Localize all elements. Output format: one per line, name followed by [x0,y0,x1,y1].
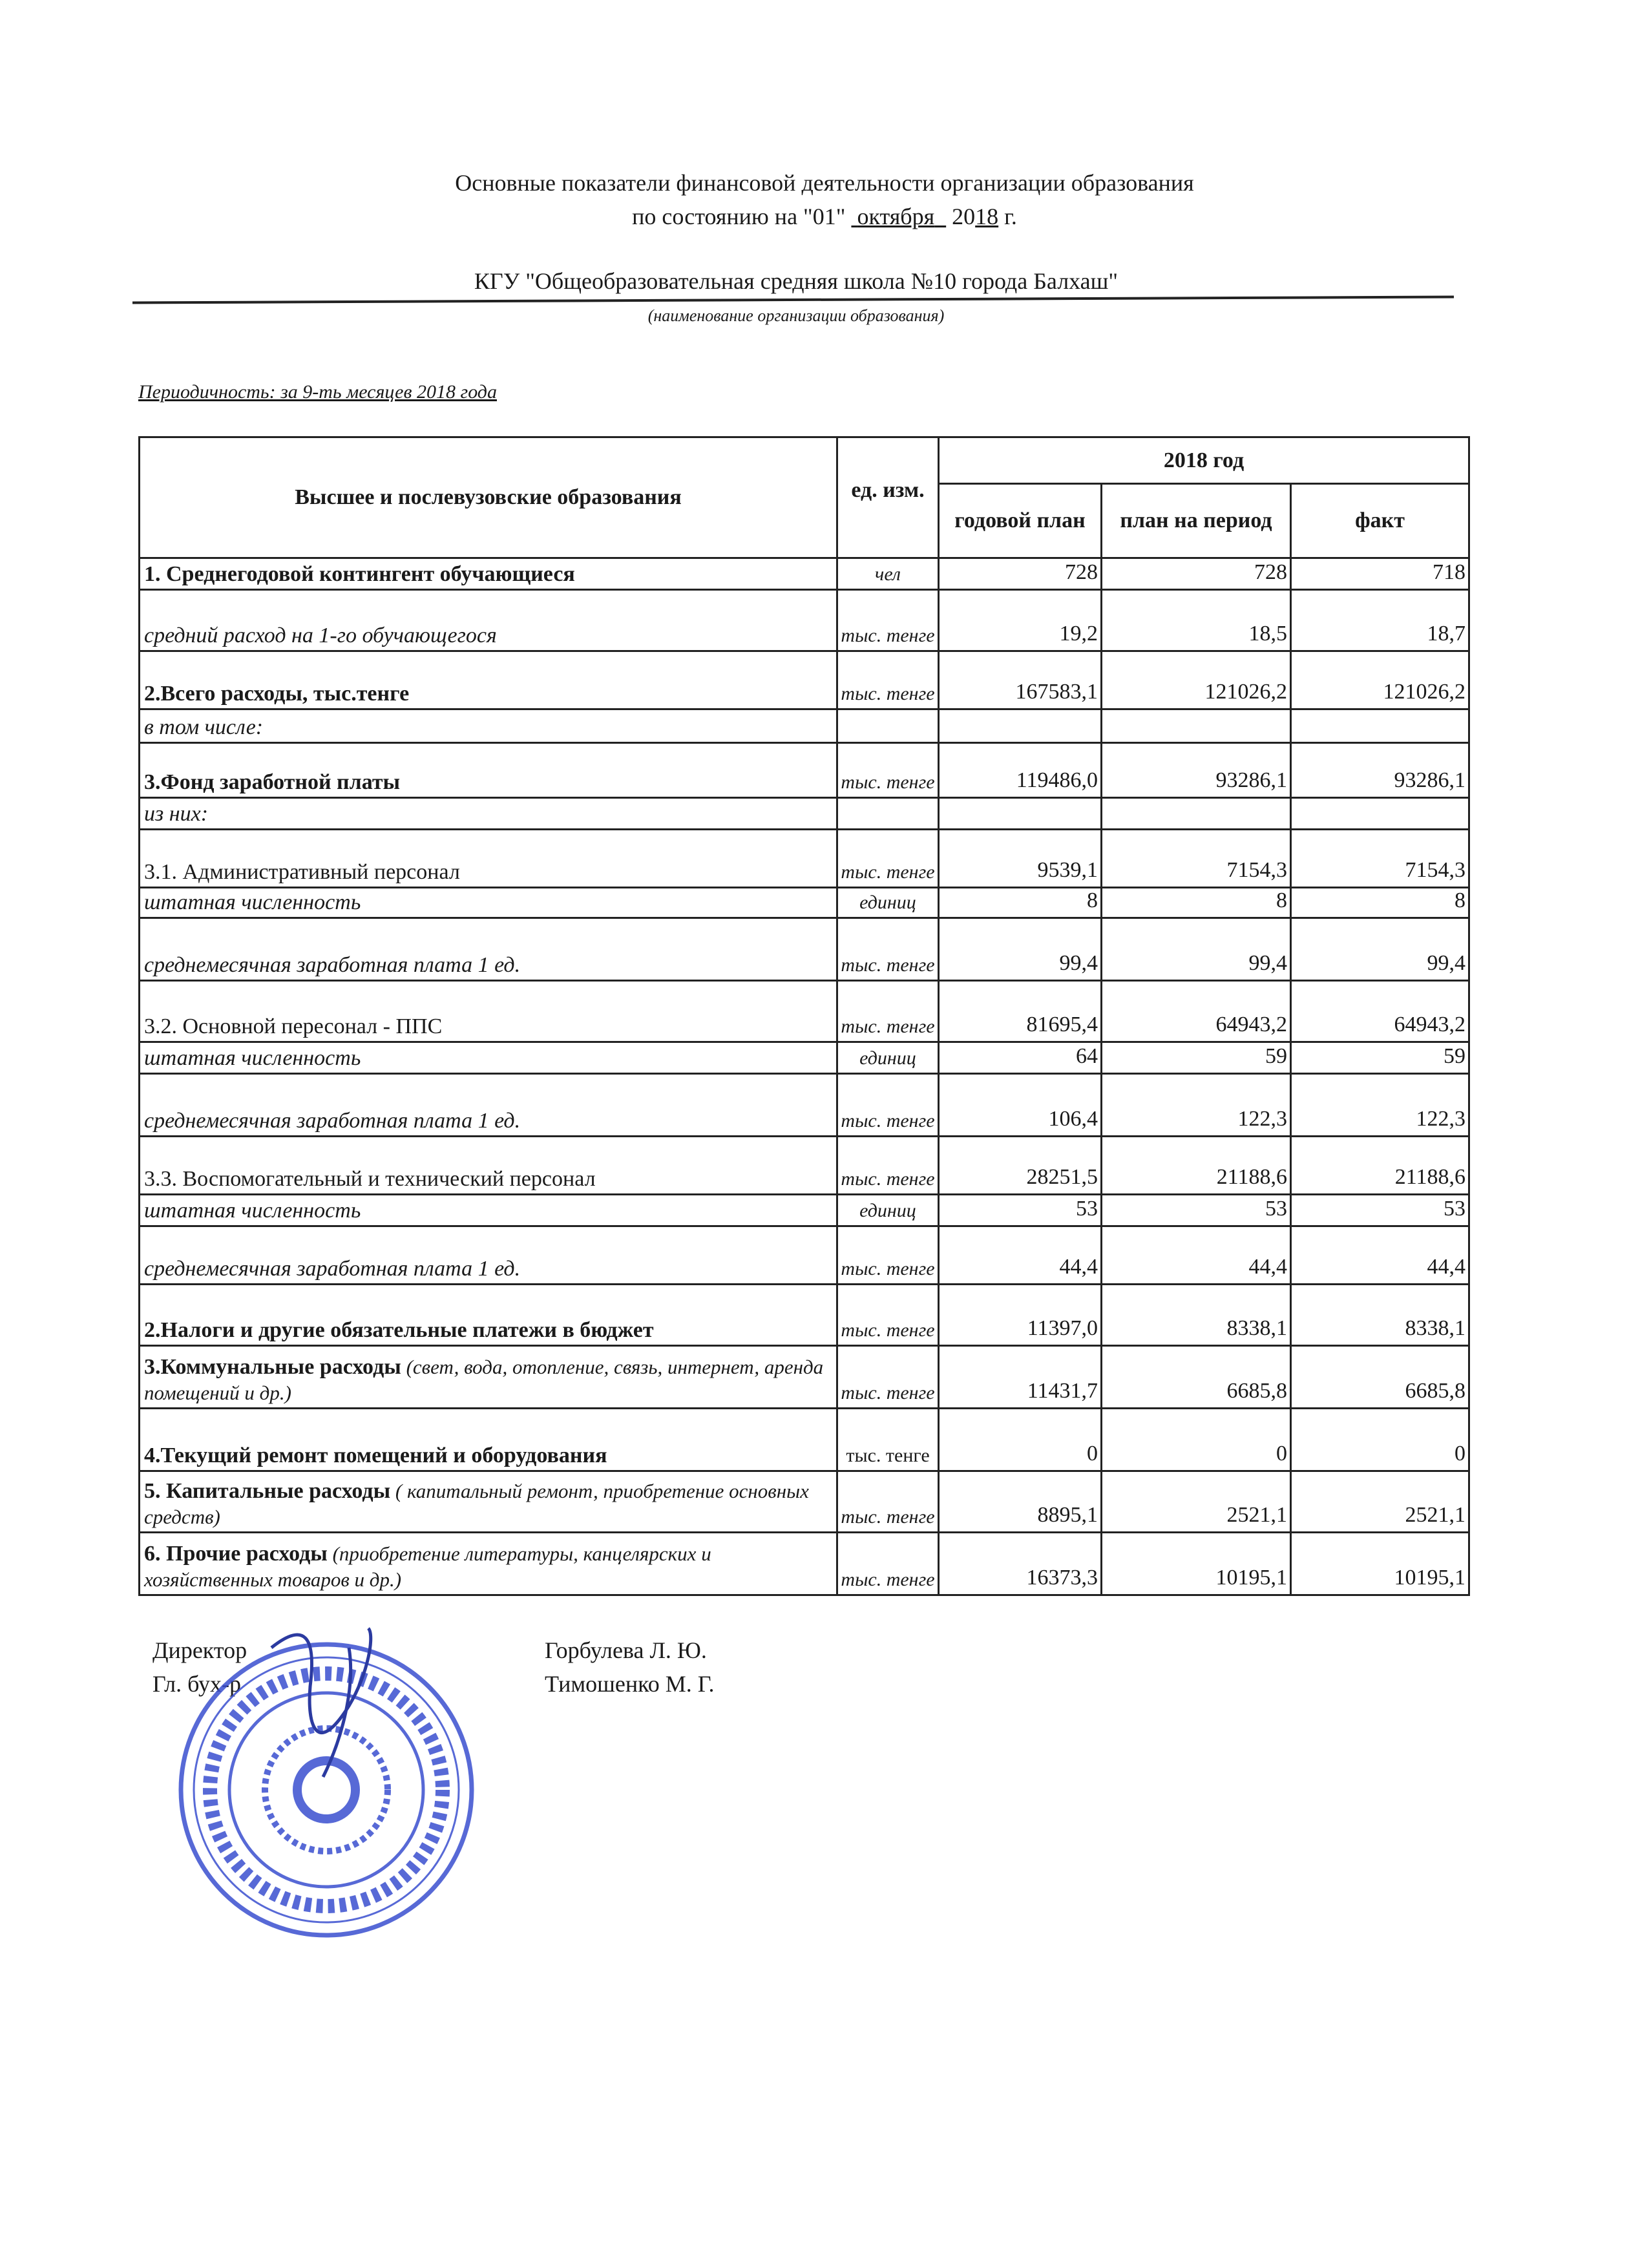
table-row [140,1409,1469,1471]
row-label: 3.Фонд заработной платы [140,743,837,798]
row-description: ( капитальный ремонт, приобретение основных средств) [144,1480,809,1528]
table-row [140,1533,1469,1595]
fact-value: 122,3 [1291,1074,1469,1137]
col-header-annual-plan: годовой план [939,484,1102,558]
row-label: 3.2. Основной пересонал - ППС [140,981,837,1042]
row-label: 5. Капитальные расходы ( капитальный ремонт, приобретение основных средств) [140,1471,837,1533]
annual-plan-value: 16373,3 [939,1533,1102,1595]
organization-caption: (наименование организации образования) [647,306,945,325]
period-plan-value [1102,709,1291,743]
table-row [140,1346,1469,1409]
row-unit: тыс. тенге [837,1346,939,1409]
table-row [140,743,1469,798]
row-unit: тыс. тенге [837,1471,939,1533]
annual-plan-value: 167583,1 [939,651,1102,709]
table-row [140,1226,1469,1285]
col-header-period-plan: план на период [1102,484,1291,558]
col-header-year: 2018 год [939,437,1469,484]
fact-value: 7154,3 [1291,830,1469,888]
period-plan-value: 728 [1102,558,1291,590]
fact-value: 2521,1 [1291,1471,1469,1533]
date-month: октября [857,204,935,229]
row-label: из них: [140,798,837,830]
period-plan-value: 7154,3 [1102,830,1291,888]
row-unit: единиц [837,1042,939,1074]
row-unit: чел [837,558,939,590]
annual-plan-value: 19,2 [939,590,1102,651]
annual-plan-value: 99,4 [939,918,1102,981]
official-stamp [155,1609,491,1945]
fact-value: 8 [1291,888,1469,918]
row-unit: тыс. тенге [837,651,939,709]
annual-plan-value: 8895,1 [939,1471,1102,1533]
col-header-fact: факт [1291,484,1469,558]
document-date-line [0,200,1649,233]
annual-plan-value: 119486,0 [939,743,1102,798]
fact-value: 64943,2 [1291,981,1469,1042]
period-plan-value: 99,4 [1102,918,1291,981]
fact-value: 0 [1291,1409,1469,1471]
table-row [140,651,1469,709]
row-unit: тыс. тенге [837,1285,939,1346]
period-plan-value: 2521,1 [1102,1471,1291,1533]
row-label: среднемесячная заработная плата 1 ед. [140,1226,837,1285]
row-unit: единиц [837,888,939,918]
annual-plan-value: 28251,5 [939,1137,1102,1195]
table-row [140,798,1469,830]
organization-underline [132,296,1454,304]
fact-value: 99,4 [1291,918,1469,981]
period-plan-value: 64943,2 [1102,981,1291,1042]
annual-plan-value: 106,4 [939,1074,1102,1137]
annual-plan-value: 44,4 [939,1226,1102,1285]
fact-value: 18,7 [1291,590,1469,651]
fact-value: 6685,8 [1291,1346,1469,1409]
annual-plan-value: 11397,0 [939,1285,1102,1346]
row-label: 3.Коммунальные расходы (свет, вода, отопление, связь, интернет, аренда помещений и др.) [140,1346,837,1409]
period-plan-value: 122,3 [1102,1074,1291,1137]
table-row [140,1285,1469,1346]
row-description: (приобретение литературы, канцелярских и хозяйственных товаров и др.) [144,1542,711,1591]
row-unit [837,798,939,830]
col-header-unit: ед. изм. [837,437,939,558]
row-label: штатная численность [140,1042,837,1074]
table-row [140,830,1469,888]
period-plan-value: 10195,1 [1102,1533,1291,1595]
row-unit: тыс. тенге [837,981,939,1042]
period-plan-value: 21188,6 [1102,1137,1291,1195]
row-label: штатная численность [140,1195,837,1226]
table-row [140,558,1469,590]
annual-plan-value [939,709,1102,743]
row-unit: тыс. тенге [837,1409,939,1471]
annual-plan-value: 53 [939,1195,1102,1226]
fact-value: 44,4 [1291,1226,1469,1285]
period-plan-value: 0 [1102,1409,1291,1471]
row-unit: тыс. тенге [837,1074,939,1137]
row-label: среднемесячная заработная плата 1 ед. [140,1074,837,1137]
row-description: (свет, вода, отопление, связь, интернет, аренда помещений и др.) [144,1356,824,1404]
row-unit: единиц [837,1195,939,1226]
organization-name: КГУ "Общеобразовательная средняя школа №10 города Балхаш" [474,268,1119,294]
period-plan-value: 8338,1 [1102,1285,1291,1346]
period-plan-value [1102,798,1291,830]
period-plan-value: 44,4 [1102,1226,1291,1285]
row-label: 3.3. Воспомогательный и технический персонал [140,1137,837,1195]
annual-plan-value: 64 [939,1042,1102,1074]
period-plan-value: 93286,1 [1102,743,1291,798]
director-title: Директор [152,1637,247,1663]
row-unit: тыс. тенге [837,1137,939,1195]
fact-value: 53 [1291,1195,1469,1226]
row-unit: тыс. тенге [837,1533,939,1595]
fact-value: 121026,2 [1291,651,1469,709]
accountant-title: Гл. бух-р [152,1671,242,1697]
financial-indicators-table [138,436,1470,1596]
row-label: средний расход на 1-го обучающегося [140,590,837,651]
fact-value: 718 [1291,558,1469,590]
period-plan-value: 121026,2 [1102,651,1291,709]
fact-value: 93286,1 [1291,743,1469,798]
row-label: штатная численность [140,888,837,918]
date-year: 2018 [952,204,999,229]
table-row [140,1042,1469,1074]
period-plan-value: 18,5 [1102,590,1291,651]
table-row [140,709,1469,743]
fact-value: 8338,1 [1291,1285,1469,1346]
director-name: Горбулева Л. Ю. [545,1637,707,1663]
row-unit: тыс. тенге [837,743,939,798]
row-unit: тыс. тенге [837,830,939,888]
fact-value [1291,709,1469,743]
fact-value: 21188,6 [1291,1137,1469,1195]
period-plan-value: 6685,8 [1102,1346,1291,1409]
annual-plan-value [939,798,1102,830]
period-plan-value: 8 [1102,888,1291,918]
row-label: 6. Прочие расходы (приобретение литературы, канцелярских и хозяйственных товаров и др.) [140,1533,837,1595]
table-row [140,888,1469,918]
table-row [140,1195,1469,1226]
accountant-name: Тимошенко М. Г. [545,1671,715,1697]
annual-plan-value: 8 [939,888,1102,918]
row-unit [837,709,939,743]
row-label: 2.Всего расходы, тыс.тенге [140,651,837,709]
table-row [140,981,1469,1042]
annual-plan-value: 81695,4 [939,981,1102,1042]
table-row [140,1471,1469,1533]
date-year-end: г. [1004,204,1017,229]
annual-plan-value: 11431,7 [939,1346,1102,1409]
row-unit: тыс. тенге [837,1226,939,1285]
period-plan-value: 53 [1102,1195,1291,1226]
annual-plan-value: 9539,1 [939,830,1102,888]
fact-value: 59 [1291,1042,1469,1074]
row-label: 3.1. Административный персонал [140,830,837,888]
annual-plan-value: 728 [939,558,1102,590]
row-label: среднемесячная заработная плата 1 ед. [140,918,837,981]
table-row [140,1137,1469,1195]
row-label: 4.Текущий ремонт помещений и оборудования [140,1409,837,1471]
row-label: 2.Налоги и другие обязательные платежи в бюджет [140,1285,837,1346]
row-unit: тыс. тенге [837,590,939,651]
col-header-name: Высшее и послевузовские образования [140,437,837,558]
row-label: 1. Среднегодовой контингент обучающиеся [140,558,837,590]
row-label: в том числе: [140,709,837,743]
table-row [140,918,1469,981]
period-plan-value: 59 [1102,1042,1291,1074]
table-row [140,1074,1469,1137]
fact-value: 10195,1 [1291,1533,1469,1595]
periodicity: Периодичность: за 9-ть месяцев 2018 года [138,381,497,403]
fact-value [1291,798,1469,830]
annual-plan-value: 0 [939,1409,1102,1471]
row-unit: тыс. тенге [837,918,939,981]
table-row [140,590,1469,651]
date-prefix: по состоянию на "01" [632,204,846,229]
document-title: Основные показатели финансовой деятельности организации образования [455,170,1194,196]
